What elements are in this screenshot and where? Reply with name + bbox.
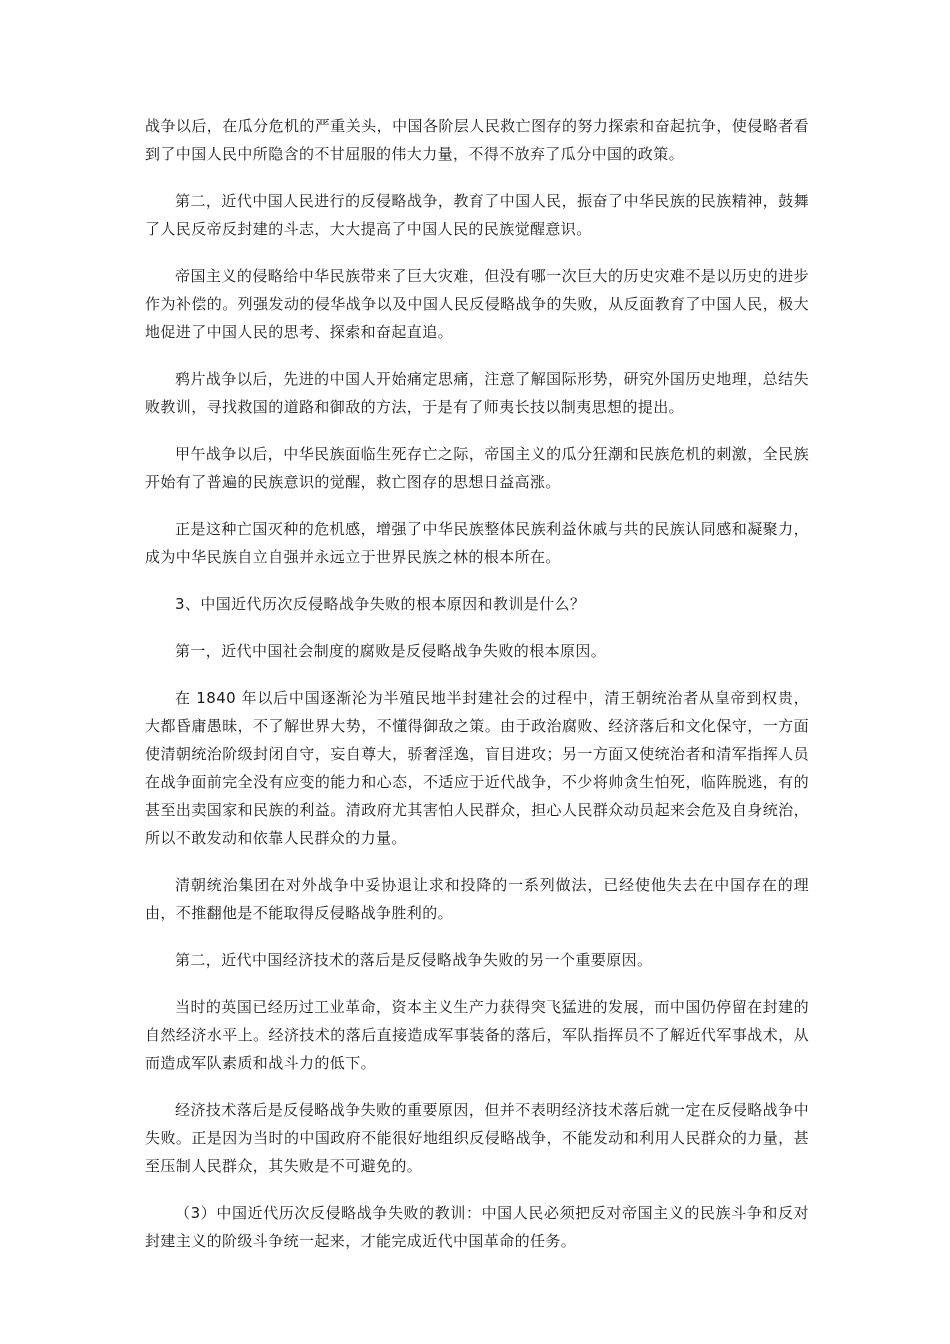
paragraph-first-reason: 第一，近代中国社会制度的腐败是反侵略战争失败的根本原因。 [175,642,607,660]
document-page [145,112,809,1274]
paragraph-national-crisis: 正是这种亡国灭种的危机感，增强了中华民族整体民族利益休戚与共的民族认同感和凝聚力，成为中华民族自立自强并永远立于世界民族之林的根本所在。 [145,520,809,566]
paragraph-sino-japanese-war: 甲午战争以后，中华民族面临生死存亡之际，帝国主义的瓜分狂潮和民族危机的刺激，全民族开始有了普遍的民族意识的觉醒，救亡图存的思想日益高涨。 [145,445,809,491]
paragraph-qing-corruption: 在 1840 年以后中国逐渐沦为半殖民地半封建社会的过程中，清王朝统治者从皇帝到权贵，大都昏庸愚昧，不了解世界大势，不懂得御敌之策。由于政治腐败、经济落后和文化保守，一方面使清朝统治阶级封闭自守，妄自尊大，骄奢淫逸，盲目进攻；另一方面又使统治者和清军指挥人员在战争面前完全没有应变的能力和心态，不适应于近代战争，不少将帅贪生怕死，临阵脱逃，有的甚至出卖国家和民族的利益。清政府尤其害怕人民群众，担心人民群众动员起来会危及自身统治，所以不敢发动和依靠人民群众的力量。 [145,689,809,847]
section-heading-question-3: 3、中国近代历次反侵略战争失败的根本原因和教训是什么？ [175,595,586,613]
paragraph-continuation: 战争以后，在瓜分危机的严重关头，中国各阶层人民救亡图存的努力探索和奋起抗争，使侵略者看到了中国人民中所隐含的不甘屈服的伟大力量，不得不放弃了瓜分中国的政策。 [145,117,809,163]
paragraph-second-reason: 第二，近代中国经济技术的落后是反侵略战争失败的另一个重要原因。 [175,951,653,969]
paragraph-economic-backwardness: 经济技术落后是反侵略战争失败的重要原因，但并不表明经济技术落后就一定在反侵略战争中失败。正是因为当时的中国政府不能很好地组织反侵略战争，不能发动和利用人民群众的力量，甚至压制人民群众，其失败是不可避免的。 [145,1101,809,1175]
paragraph-opium-war: 鸦片战争以后，先进的中国人开始痛定思痛，注意了解国际形势，研究外国历史地理，总结失败教训，寻找救国的道路和御敌的方法，于是有了师夷长技以制夷思想的提出。 [145,370,809,416]
paragraph-qing-compromise: 清朝统治集团在对外战争中妥协退让求和投降的一系列做法，已经使他失去在中国存在的理由，不推翻他是不能取得反侵略战争胜利的。 [145,876,809,922]
paragraph-british-industry: 当时的英国已经历过工业革命，资本主义生产力获得突飞猛进的发展，而中国仍停留在封建的自然经济水平上。经济技术的落后直接造成军事装备的落后，军队指挥员不了解近代军事战术，从而造成军队素质和战斗力的低下。 [145,998,809,1072]
paragraph-lessons: （3）中国近代历次反侵略战争失败的教训：中国人民必须把反对帝国主义的民族斗争和反对封建主义的阶级斗争统一起来，才能完成近代中国革命的任务。 [145,1204,809,1250]
paragraph-second-point: 第二，近代中国人民进行的反侵略战争，教育了中国人民，振奋了中华民族的民族精神，鼓舞了人民反帝反封建的斗志，大大提高了中国人民的民族觉醒意识。 [145,192,809,238]
paragraph-imperialist-aggression: 帝国主义的侵略给中华民族带来了巨大灾难，但没有哪一次巨大的历史灾难不是以历史的进步作为补偿的。列强发动的侵华战争以及中国人民反侵略战争的失败，从反面教育了中国人民，极大地促进了中国人民的思考、探索和奋起直追。 [145,267,809,341]
